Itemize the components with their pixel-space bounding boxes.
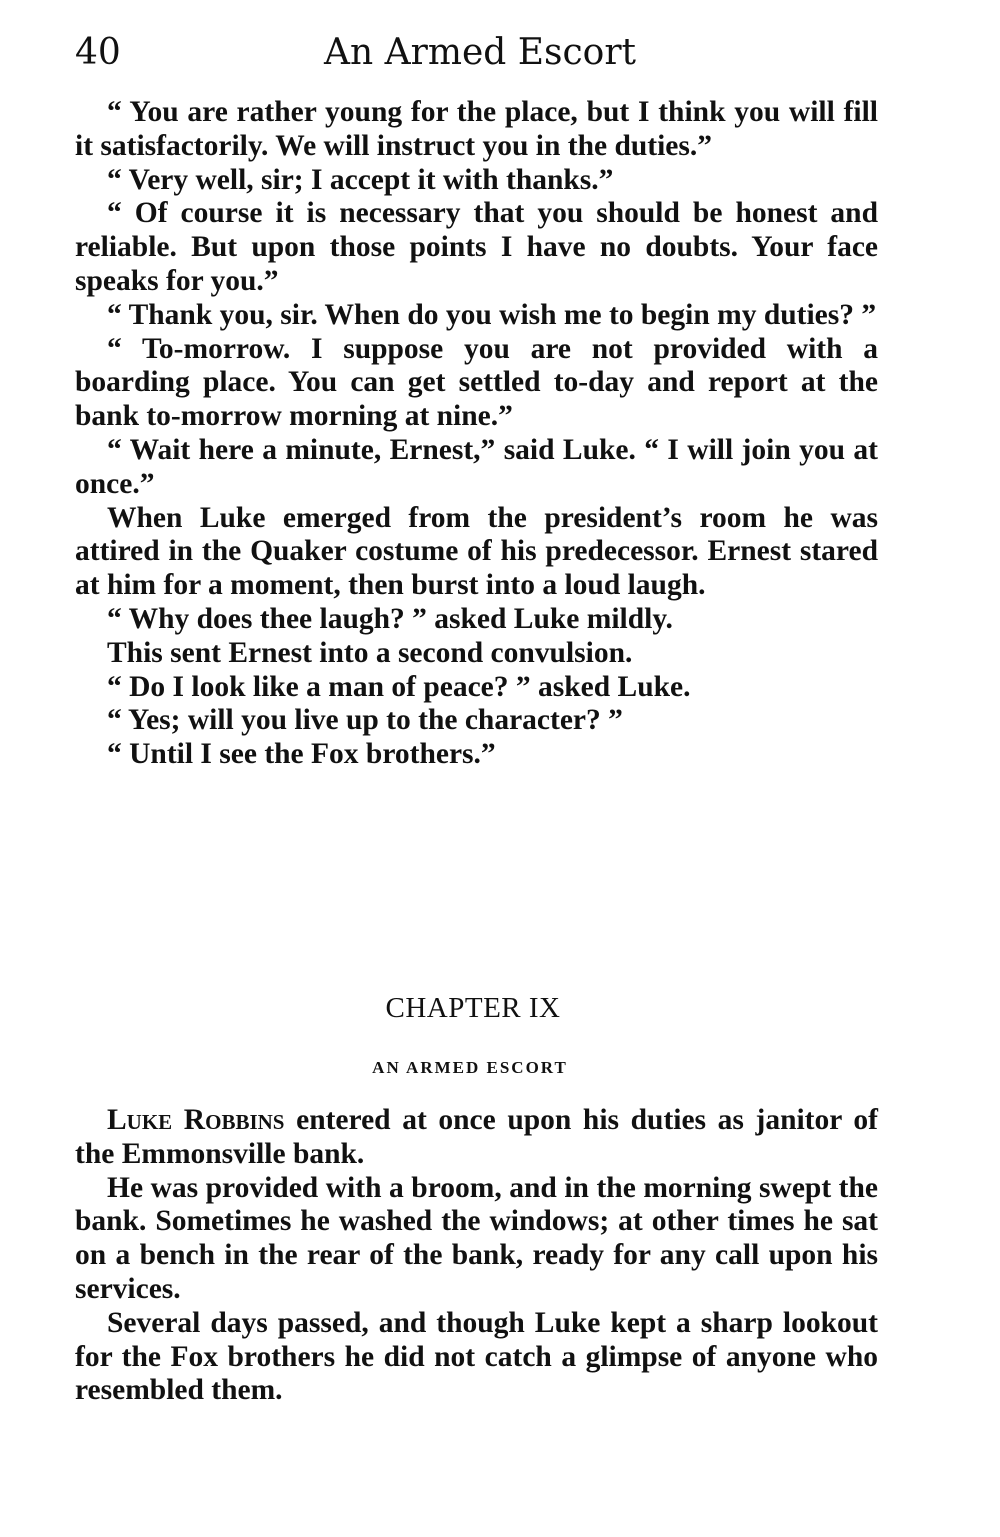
chapter-subtitle: AN ARMED ESCORT [372, 1058, 568, 1077]
paragraph: “ Do I look like a man of peace? ” asked Luke. [107, 670, 691, 703]
paragraph: “ Why does thee laugh? ” asked Luke mildly. [107, 602, 673, 635]
paragraph: “ Very well, sir; I accept it with thanks.” [107, 163, 614, 196]
paragraph: This sent Ernest into a second convulsion. [107, 636, 633, 669]
paragraph: “ Of course it is necessary that you should be honest and reliable. But upon those points I have no doubts. Your face speaks for you.” [75, 197, 878, 297]
chapter-title: CHAPTER IX [385, 992, 561, 1024]
chapter-opening-paragraph [75, 1104, 878, 1172]
paragraph: He was provided with a broom, and in the morning swept the bank. Sometimes he washed the windows; at other times he sat on a bench in the rear of the bank, ready for any call upon his services. [75, 1171, 878, 1305]
running-title: An Armed Escort [323, 32, 637, 73]
opening-rest: entered at once upon his duties as janitor of the Emmonsville bank. [75, 1104, 879, 1170]
paragraph: “ You are rather young for the place, but I think you will fill it satisfactorily. We will instruct you in the duties.” [75, 96, 878, 162]
page-header [75, 28, 885, 78]
paragraph: “ Thank you, sir. When do you wish me to begin my duties? ” [107, 298, 877, 331]
top-text-block [75, 96, 878, 772]
bottom-text-block [75, 1104, 878, 1408]
paragraph: “ Until I see the Fox brothers.” [107, 738, 496, 771]
paragraph: “ Wait here a minute, Ernest,” said Luke. “ I will join you at once.” [75, 433, 878, 500]
paragraph: “ To-morrow. I suppose you are not provided with a boarding place. You can get settled to-day and report at the bank to-morrow morning at nine.” [75, 332, 878, 433]
paragraph: “ Yes; will you live up to the character? ” [107, 704, 623, 737]
paragraph: Several days passed, and though Luke kept a sharp lookout for the Fox brothers he did not catch a glimpse of anyone who resembled them. [75, 1306, 878, 1407]
paragraph: When Luke emerged from the president’s room he was attired in the Quaker costume of his predecessor. Ernest stared at him for a moment, then burst into a loud laugh. [75, 501, 878, 602]
opening-words: Luke Robbins [107, 1104, 285, 1136]
page-number: 40 [75, 32, 121, 73]
